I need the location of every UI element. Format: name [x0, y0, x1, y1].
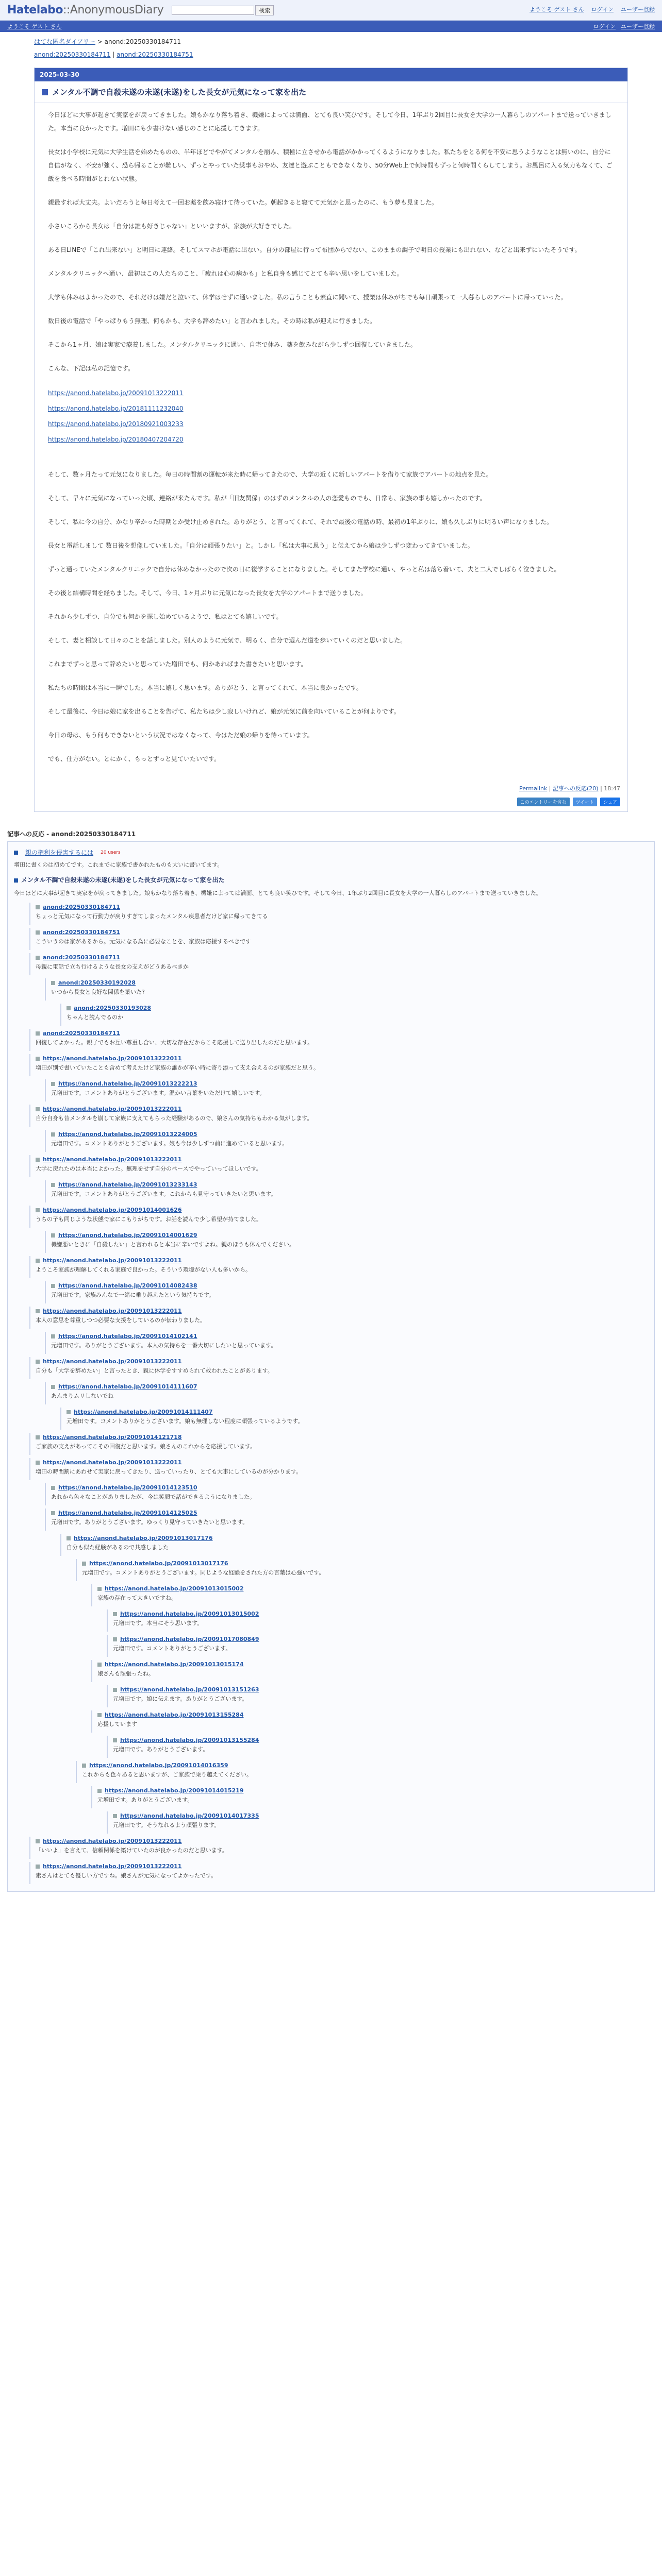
entry-paragraph: これまでずっと思って辞めたいと思っていた増田でも、何かあればまた書きたいと思います。 [48, 660, 307, 668]
comment-author-link[interactable]: https://anond.hatelabo.jp/20091013015002 [120, 1611, 259, 1617]
entry-link-line [48, 385, 614, 401]
comment-item [29, 1105, 648, 1127]
bullet-icon [36, 1031, 40, 1036]
comment-author-link[interactable]: https://anond.hatelabo.jp/20091013222011 [43, 1308, 182, 1314]
entry-id-link-b[interactable]: anond:20250330184751 [117, 51, 193, 58]
bullet-icon [51, 981, 55, 985]
entry-paragraph: 大学も休みはよかったので、それだけは嫌だと泣いて、休学はせずに通いました。私の言うことも素直に聞いて、授業は休みがちでも毎日頑張って一人暮らしのアパートに帰っていった。 [48, 294, 567, 301]
comment-author [97, 1711, 648, 1718]
comment-text: 元増田です。ありがとうございます。本人の気持ちを一番大切にしたいと思っています。 [51, 1342, 277, 1349]
comment-author [36, 1838, 648, 1844]
comment-text: 元増田です。娘に伝えます。ありがとうございます。 [113, 1696, 248, 1702]
comment-author [113, 1737, 648, 1743]
entry-paragraph: そして、数ヶ月たって元気になりました。毎日の時間割の運転が来た時に帰ってきたので、大学の近くに新しいアパートを借りて家族でアパートの地点を見た。 [48, 471, 492, 478]
bullet-icon [36, 956, 40, 960]
comments-top [14, 846, 648, 859]
comment-item [29, 1433, 648, 1455]
bullet-icon [82, 1764, 86, 1768]
comment-author-link[interactable]: https://anond.hatelabo.jp/20091013015174 [105, 1661, 244, 1668]
top-bar [0, 0, 662, 21]
comment-item [91, 1660, 648, 1682]
comment-item [29, 1307, 648, 1329]
comment-text: 元増田です。コメントありがとうございます。同じような経験をされた方の言葉は心強いです。 [82, 1569, 325, 1576]
comment-item [107, 1635, 648, 1657]
comment-item [29, 1862, 648, 1884]
comment-author-link[interactable]: https://anond.hatelabo.jp/20091014017335 [120, 1812, 259, 1819]
comments-top-link[interactable]: 親の権利を侵害するには [25, 849, 94, 856]
comment-text: いつから長女と良好な関係を築いた? [51, 989, 145, 995]
entry-link[interactable]: https://anond.hatelabo.jp/20180407204720 [48, 436, 184, 443]
comment-author [97, 1661, 648, 1668]
comment-author-link[interactable]: https://anond.hatelabo.jp/20091013222011 [43, 1459, 182, 1466]
comment-text: 自分自身も昔メンタルを崩して家族に支えてもらった経験があるので、娘さんの気持ちもわかる気がします。 [36, 1115, 313, 1122]
top-link-register[interactable]: ユーザー登録 [621, 6, 655, 13]
bullet-icon [97, 1713, 102, 1717]
comment-list [14, 903, 648, 1884]
entry-title-row [35, 81, 627, 103]
bullet-icon [113, 1688, 117, 1692]
comment-item [107, 1736, 648, 1758]
comment-text: 元増田です。ありがとうございます。ゆっくり見守っていきたいと思います。 [51, 1519, 249, 1526]
bullet-icon [36, 1309, 40, 1313]
bullet-icon [51, 1183, 55, 1187]
comment-item [29, 1029, 648, 1051]
entry-paragraph: その後と結構時間を経ちました。そして、今日、1ヶ月ぶりに元気になった長女を大学のアパートまで送りました。 [48, 589, 367, 597]
comment-text: こういうのは家があるから。元気になる為に必要なことを、家族は応援するべきです [36, 938, 251, 945]
breadcrumb-home[interactable]: はてな匿名ダイアリー [34, 38, 95, 45]
bullet-icon [51, 1132, 55, 1137]
comment-author [36, 1308, 648, 1314]
comment-item [76, 1761, 648, 1783]
comment-author-link[interactable]: anond:20250330184751 [43, 929, 121, 936]
comment-author-link[interactable]: anond:20250330184711 [43, 904, 121, 910]
comment-author-link[interactable]: https://anond.hatelabo.jp/20091014001629 [58, 1232, 197, 1239]
comment-author [36, 1257, 648, 1264]
comment-item [45, 1180, 648, 1202]
permalink[interactable]: Permalink [519, 785, 548, 792]
entry-link-line [48, 416, 614, 432]
entry-paragraph: それから少しずつ、自分でも何かを探し始めているようで、私はとても嬉しいです。 [48, 613, 283, 620]
entry-paragraph: 長女は小学校に元気に大学生活を始めたものの、半年ほどでやがてメンタルを崩み、積極に立させから電話がかかってくるようになりました。私たちをとる何を不安に思うようなことは無いのに、自分に自信がなく、不安が強く、恐ら帰ることが難しい、ずっとやっていた奨事もおやめ、友達と遊ぶこともできなくなり、50分Web上で何時間もずっと何時間くらしてしまう。お風呂に入る気力もなくて、ご飯を食べる時間がとれない状態。 [48, 148, 613, 182]
comment-author [36, 1030, 648, 1037]
comment-author-link[interactable]: anond:20250330184711 [43, 1030, 121, 1037]
comment-author-link[interactable]: https://anond.hatelabo.jp/20091013222213 [58, 1080, 197, 1087]
entry-paragraph: でも、仕方がない。とにかく、もっとずっと見ていたいです。 [48, 755, 221, 762]
comment-text: 元増田です。ありがとうございます。 [97, 1797, 193, 1803]
entry-paragraph: ずっと通っていたメンタルクリニックで自分は休めなかったので次の日に復学することになりました。そしてまた学校に通い、やっと私は落ち着いて、夫と二人でしばらく泣きました。 [48, 566, 560, 573]
comment-item [107, 1609, 648, 1632]
search-area [172, 5, 274, 15]
comment-text: ご家族の支えがあってこその回復だと思います。娘さんのこれからを応援しています。 [36, 1443, 256, 1450]
comments-intro: 増田に書くのは初めてです。これまでに家族で書かれたものも大いに書いてます。 [14, 861, 223, 868]
comment-item [29, 1206, 648, 1228]
comment-author-link[interactable]: https://anond.hatelabo.jp/20091014001626 [43, 1207, 182, 1213]
entry-paragraph: こんな、下記は私の記憶です。 [48, 365, 135, 372]
comment-text: うちの子も同じような状態で家にこもりがちです。お話を読んで少し希望が持てました。 [36, 1216, 262, 1223]
comment-text: 元増田です。家族みんなで一緒に乗り越えたという気持ちです。 [51, 1292, 215, 1298]
comment-author-link[interactable]: https://anond.hatelabo.jp/20091013222011 [43, 1863, 182, 1870]
comment-author [67, 1535, 648, 1541]
comment-author [67, 1005, 648, 1011]
comment-item [29, 1256, 648, 1278]
comment-author-link[interactable]: https://anond.hatelabo.jp/20091013233143 [58, 1181, 197, 1188]
comment-text: 元増田です。コメントありがとうございます。温かい言葉をいただけて嬉しいです。 [51, 1090, 266, 1096]
comment-text: 元増田です。コメントありがとうございます。娘も無理しない程度に頑張っているようです。 [67, 1418, 304, 1425]
comment-author-link[interactable]: https://anond.hatelabo.jp/20091014111407 [74, 1409, 213, 1415]
entry-paragraph: そして、早々に元気になっていった頃、連絡が来たんです。私が「旧友関係」のはずのメンタルの人の恋愛ものでも、日常も、家族の事も嬉しかったのです。 [48, 495, 486, 502]
bullet-icon [51, 1233, 55, 1238]
comment-author [97, 1787, 648, 1794]
comment-item [29, 1837, 648, 1859]
comment-author [36, 929, 648, 936]
comment-author [36, 1156, 648, 1163]
comment-author [51, 1232, 648, 1239]
comment-author-link[interactable]: https://anond.hatelabo.jp/20091014016359 [89, 1762, 228, 1769]
comment-text: ようこそ家族が理解してくれる家庭で良かった。そういう環境がない人も多いから。 [36, 1266, 251, 1273]
bullet-icon [36, 1435, 40, 1439]
bullet-icon [97, 1587, 102, 1591]
entry-id-line: anond:20250330184711 | anond:20250330184751 [34, 51, 193, 58]
comment-item [29, 1054, 648, 1076]
comment-count-link[interactable]: 記事への反応(20) [553, 785, 599, 792]
comment-item [29, 928, 648, 950]
comment-item [45, 1509, 648, 1531]
comment-text: 本人の意思を尊重しつつ必要な支援をしているのが伝わりました。 [36, 1317, 206, 1324]
breadcrumb-entry: anond:20250330184711 [104, 38, 181, 45]
comment-author [51, 1080, 648, 1087]
entry-marker-icon [42, 89, 48, 95]
bullet-icon [36, 1208, 40, 1212]
share-row [35, 795, 627, 811]
comment-text: ちゃんと読んでるのか [67, 1014, 123, 1021]
comment-author-link[interactable]: https://anond.hatelabo.jp/20091014102141 [58, 1333, 197, 1340]
comment-author-link[interactable]: https://anond.hatelabo.jp/20091014125025 [58, 1510, 197, 1516]
comment-author-link[interactable]: https://anond.hatelabo.jp/20091013222011 [43, 1106, 182, 1112]
comment-author-link[interactable]: https://anond.hatelabo.jp/20091013151263 [120, 1686, 259, 1693]
comment-author [51, 1484, 648, 1491]
comment-author [51, 1333, 648, 1340]
comment-text: 増田の時間割にあわせて実家に戻ってきたり、送っていったり、とても大事にしているのが分かります。 [36, 1468, 302, 1475]
comment-author-link[interactable]: https://anond.hatelabo.jp/20091014123510 [58, 1484, 197, 1491]
entry-link-line [48, 432, 614, 447]
entry-paragraph: 親最すれば大丈夫。よいだろうと毎日考えて一回お薬を飲み寝けて待っていた。朝起きると寝てて元気かと思ったのに、もう夢も見ました。 [48, 199, 438, 206]
bullet-icon [14, 878, 18, 883]
thread-title: メンタル不調で自殺未遂の未遂(未遂)をした長女が元気になって家を出た [14, 872, 648, 887]
entry [34, 67, 628, 812]
bullet-icon [113, 1637, 117, 1641]
nav-register[interactable]: ユーザー登録 [621, 23, 655, 30]
entry-paragraph: そして、妻と相談して日々のことを話しました。別人のように元気で、明るく、自分で選んだ道を歩いていくのだと思いました。 [48, 637, 407, 644]
search-input[interactable] [172, 6, 254, 15]
bullet-icon [51, 1284, 55, 1288]
comment-item [29, 903, 648, 925]
comment-author [97, 1585, 648, 1592]
comment-item [76, 1559, 648, 1581]
comment-author [51, 1131, 648, 1138]
share-button[interactable]: シェア [600, 798, 620, 806]
comment-author [36, 1459, 648, 1466]
comment-text: 元増田です。そうなれるよう頑張ります。 [113, 1822, 220, 1828]
comment-text: 回復してよかった。親子でもお互い尊重し合い、大切な存在だからこそ応援して送り出したのだと思います。 [36, 1039, 313, 1046]
comment-item [45, 1079, 648, 1101]
entry-date: 2025-03-30 [35, 68, 627, 81]
bullet-icon [51, 1486, 55, 1490]
bullet-icon [36, 905, 40, 909]
search-button[interactable]: 検索 [255, 5, 274, 15]
comment-author-link[interactable]: https://anond.hatelabo.jp/20091013155284 [120, 1737, 259, 1743]
comment-text: 増田が別で書いていたことも含めて考えたけど家族の誰かが辛い時に寄り添って支え合えるのが家族だと思う。 [36, 1064, 319, 1071]
comment-text: これからも色々あると思いますが、ご家族で乗り越えてください。 [82, 1771, 252, 1778]
comments-box [7, 841, 655, 1892]
breadcrumb: はてな匿名ダイアリー > anond:20250330184711 [34, 38, 181, 45]
bullet-icon [67, 1410, 71, 1414]
bullet-icon [51, 1334, 55, 1338]
comment-author-link[interactable]: https://anond.hatelabo.jp/20091013155284 [105, 1711, 244, 1718]
entry-paragraph: 私たちの時間は本当に一瞬でした。本当に嬉しく思います。ありがとう、と言ってくれて、本当に良かったです。 [48, 684, 362, 691]
comments-header: 記事への反応 - anond:20250330184711 [7, 831, 136, 838]
comment-author [36, 1055, 648, 1062]
comment-author-link[interactable]: https://anond.hatelabo.jp/20091013222011 [43, 1156, 182, 1163]
thread-text: 今日ほどに大事が起きて実家をが戻ってきました。娘もかなり落ち着き、機嫌によっては満面、とても良い笑ひです。そして今日、1年ぶり2回目に長女を大学の一人暮らしのアパートまで送っていきました。 [14, 890, 542, 896]
comment-text: 元増田です。コメントありがとうございます。これからも見守っていきたいと思います。 [51, 1191, 277, 1197]
comment-author [113, 1686, 648, 1693]
bullet-icon [97, 1789, 102, 1793]
comment-item [107, 1811, 648, 1834]
top-link-welcome[interactable]: ようこそ ゲスト さん [529, 6, 584, 13]
bullet-icon [82, 1562, 86, 1566]
comment-item [60, 1408, 648, 1430]
comment-item [45, 1281, 648, 1303]
bullet-icon [51, 1385, 55, 1389]
nav-welcome[interactable]: ようこそ ゲスト さん [7, 23, 62, 30]
comment-text: 自分も「大学を辞めたい」と言ったとき、親に休学をすすめられて救われたことがあります。 [36, 1367, 273, 1374]
top-links [529, 5, 655, 13]
comment-author [36, 1434, 648, 1440]
comment-item [91, 1786, 648, 1808]
comment-author [51, 1383, 648, 1390]
comment-item [107, 1685, 648, 1707]
entry-body [35, 103, 627, 781]
comment-item [45, 1382, 648, 1404]
comment-text: 素さんはとても優しい方ですね。娘さんが元気になってよかったです。 [36, 1872, 217, 1879]
nav-bar [0, 21, 662, 32]
entry-link[interactable]: https://anond.hatelabo.jp/20180921003233 [48, 420, 184, 428]
comment-item [45, 1231, 648, 1253]
bullet-icon [113, 1814, 117, 1818]
tweet-button[interactable]: ツイート [573, 798, 598, 806]
entry-paragraph: そこから1ヶ月、娘は実家で療養しました。メンタルクリニックに通い、自宅で休み、薬を飲みながら少しずつ回復していきました。 [48, 341, 417, 348]
comment-author [113, 1611, 648, 1617]
comment-text: ちょっと元気になって行動力が戻りすぎてしまったメンタル疾患者だけど家に帰ってきてる [36, 913, 268, 920]
bullet-icon [36, 1158, 40, 1162]
entry-link-line [48, 401, 614, 416]
entry-id-link-a[interactable]: anond:20250330184711 [34, 51, 111, 58]
comment-item [45, 1130, 648, 1152]
comment-item [29, 1357, 648, 1379]
bullet-icon [36, 1839, 40, 1843]
comment-text: 自分も似た経験があるので共感しました [67, 1544, 169, 1551]
comment-author [36, 1106, 648, 1112]
bullet-icon [36, 930, 40, 935]
comment-item [29, 1155, 648, 1177]
comment-author-link[interactable]: https://anond.hatelabo.jp/20091013015002 [105, 1585, 244, 1592]
entry-paragraph: 今日ほどに大事が起きて実家をが戻ってきました。娘もかなり落ち着き、機嫌によっては満面、とても良い笑ひです。そして今日、1年ぶり2回目に長女を大学の一人暮らしのアパートまで送っていきました。本当に良かったです。増田にも少書けない感じのことに応援してきます。 [48, 111, 611, 132]
comment-author-link[interactable]: anond:20250330192028 [58, 979, 136, 986]
bullet-icon [36, 1461, 40, 1465]
comment-item [60, 1004, 648, 1026]
entry-paragraph: 今日の母は、もう何もできないという状況ではなくなって、今はただ娘の帰りを待っています。 [48, 732, 313, 739]
bullet-icon [36, 1057, 40, 1061]
comment-text: 機嫌悪いときに「自殺したい」と言われると本当に辛いですよね。親のほうも休んでください。 [51, 1241, 295, 1248]
comment-text: あんまりムリしないでね [51, 1393, 113, 1399]
comment-author [51, 1181, 648, 1188]
bullet-icon [36, 1107, 40, 1111]
comment-author [67, 1409, 648, 1415]
bullet-icon [67, 1006, 71, 1010]
comment-author-link[interactable]: https://anond.hatelabo.jp/20091013224005 [58, 1131, 197, 1138]
comment-item [29, 1458, 648, 1480]
comment-author-link[interactable]: anond:20250330184711 [43, 954, 121, 961]
comment-author-link[interactable]: https://anond.hatelabo.jp/20091014015219 [105, 1787, 244, 1794]
entry-paragraph: 数日後の電話で「やっぱりもう無理、何もかも、大学も辞めたい」と言われました。その時は私が迎えに行きました。 [48, 317, 376, 325]
comment-author-link[interactable]: https://anond.hatelabo.jp/20091014082438 [58, 1282, 197, 1289]
comment-author [36, 954, 648, 961]
comment-author-link[interactable]: https://anond.hatelabo.jp/20091013222011 [43, 1055, 182, 1062]
entry-link[interactable]: https://anond.hatelabo.jp/20181111232040 [48, 405, 184, 412]
bullet-icon [36, 1259, 40, 1263]
entry-footer: Permalink | 記事への反応(20) | 18:47 [519, 785, 620, 792]
entry-time: 18:47 [604, 785, 620, 792]
comment-text: 元増田です。ありがとうございます。 [113, 1746, 209, 1753]
comment-author [82, 1560, 648, 1567]
bullet-icon [36, 1865, 40, 1869]
bullet-icon [51, 1082, 55, 1086]
comment-author-link[interactable]: https://anond.hatelabo.jp/20091014121718 [43, 1434, 182, 1440]
comment-text: 大学に戻れたのは本当によかった。無理をせず自分のペースでやっていってほしいです。 [36, 1165, 262, 1172]
bullet-icon [97, 1663, 102, 1667]
bullet-icon [67, 1536, 71, 1540]
comment-text: あれから色々なことがありましたが、今は笑顔で話ができるようになりました。 [51, 1494, 255, 1500]
comment-text: 元増田です。本当にそう思います。 [113, 1620, 203, 1626]
comment-item [91, 1584, 648, 1606]
comment-author [82, 1762, 648, 1769]
comment-author [51, 1282, 648, 1289]
comment-author [51, 979, 648, 986]
comment-item [29, 953, 648, 975]
comment-author [113, 1812, 648, 1819]
entry-paragraph: メンタルクリニックへ通い、最初はこの人たちのこと、「疲れは心の病かも」と私自身も感じてとても辛い思いをしていました。 [48, 270, 403, 277]
comment-item [45, 1332, 648, 1354]
top-link-login[interactable]: ログイン [591, 6, 614, 13]
comment-item [45, 1483, 648, 1505]
comment-author-link[interactable]: https://anond.hatelabo.jp/20091013222011 [43, 1358, 182, 1365]
comment-item [91, 1710, 648, 1733]
comment-author [36, 1863, 648, 1870]
entry-title[interactable]: メンタル不調で自殺未遂の未遂(未遂)をした長女が元気になって家を出た [52, 88, 307, 97]
comment-text: 娘さんも頑張ったね。 [97, 1670, 154, 1677]
comment-author [36, 904, 648, 910]
entry-paragraph: ある日LINEで「これ出来ない」と明日に連絡。そしてスマホが電話に出ない。自分の部屋に行って布団からでない、このままの調子で明日の授業にも出れない、などと出来ずにいたそうです。 [48, 246, 581, 253]
comment-item [60, 1534, 648, 1556]
comment-author-link[interactable]: https://anond.hatelabo.jp/20091013222011 [43, 1257, 182, 1264]
comment-text: 「いいよ」を言えて、信頼関係を築けていたのが良かったのだと思います。 [36, 1847, 228, 1854]
comment-author [51, 1510, 648, 1516]
comment-text: 母親に電話で立ち行けるような長女の支えがどうあるべきか [36, 963, 189, 970]
bullet-icon [113, 1738, 117, 1742]
entry-paragraph: そして最後に、今日は娘に家を出ることを告げて、私たちは少し寂しいけれど、娘が元気に前を向いていることが何よりです。 [48, 708, 400, 715]
bullet-icon [36, 1360, 40, 1364]
bookmark-button[interactable]: このエントリーを含む [517, 798, 570, 806]
entry-link[interactable]: https://anond.hatelabo.jp/20091013222011 [48, 389, 184, 397]
bullet-icon [51, 1511, 55, 1515]
comment-author-link[interactable]: https://anond.hatelabo.jp/20091013017176 [89, 1560, 228, 1567]
comment-author-link[interactable]: https://anond.hatelabo.jp/20091017080849 [120, 1636, 259, 1642]
comment-text: 元増田です。コメントありがとうございます。娘も今は少しずつ前に進めていると思います。 [51, 1140, 288, 1147]
entry-paragraph: 長女と電話しまして 数日後を想像していました。「自分は頑張りたい」と。しかし「私は大事に思う」と伝えてから娘は少しずつ変わってきていました。 [48, 542, 474, 549]
users-badge[interactable]: 20 users [101, 850, 121, 855]
bullet-icon [14, 851, 18, 855]
comment-author-link[interactable]: anond:20250330193028 [74, 1005, 152, 1011]
entry-paragraph: そして、私に今の自分、かなり辛かった時期とか受け止めきれた。ありがとう、と言ってくれて、それで最後の電話の時、最初の1年ぶりに、娘も久しぶりに明るい声になりました。 [48, 518, 553, 526]
comment-text: 家族の存在って大きいですね。 [97, 1595, 177, 1601]
comment-author-link[interactable]: https://anond.hatelabo.jp/20091014111607 [58, 1383, 197, 1390]
comment-text: 応援しています [97, 1721, 137, 1727]
comment-author-link[interactable]: https://anond.hatelabo.jp/20091013017176 [74, 1535, 213, 1541]
nav-login[interactable]: ログイン [593, 23, 616, 30]
bullet-icon [113, 1612, 117, 1616]
comment-author [36, 1358, 648, 1365]
comment-text: 元増田です。コメントありがとうございます。 [113, 1645, 231, 1652]
site-logo[interactable]: Hatelabo::AnonymousDiary [7, 4, 164, 16]
comment-author [113, 1636, 648, 1642]
comment-item [45, 978, 648, 1001]
comment-author-link[interactable]: https://anond.hatelabo.jp/20091013222011 [43, 1838, 182, 1844]
entry-paragraph: 小さいころから長女は「自分は誰も好きじゃない」といいますが、家族が大好きでした。 [48, 223, 296, 230]
comment-author [36, 1207, 648, 1213]
